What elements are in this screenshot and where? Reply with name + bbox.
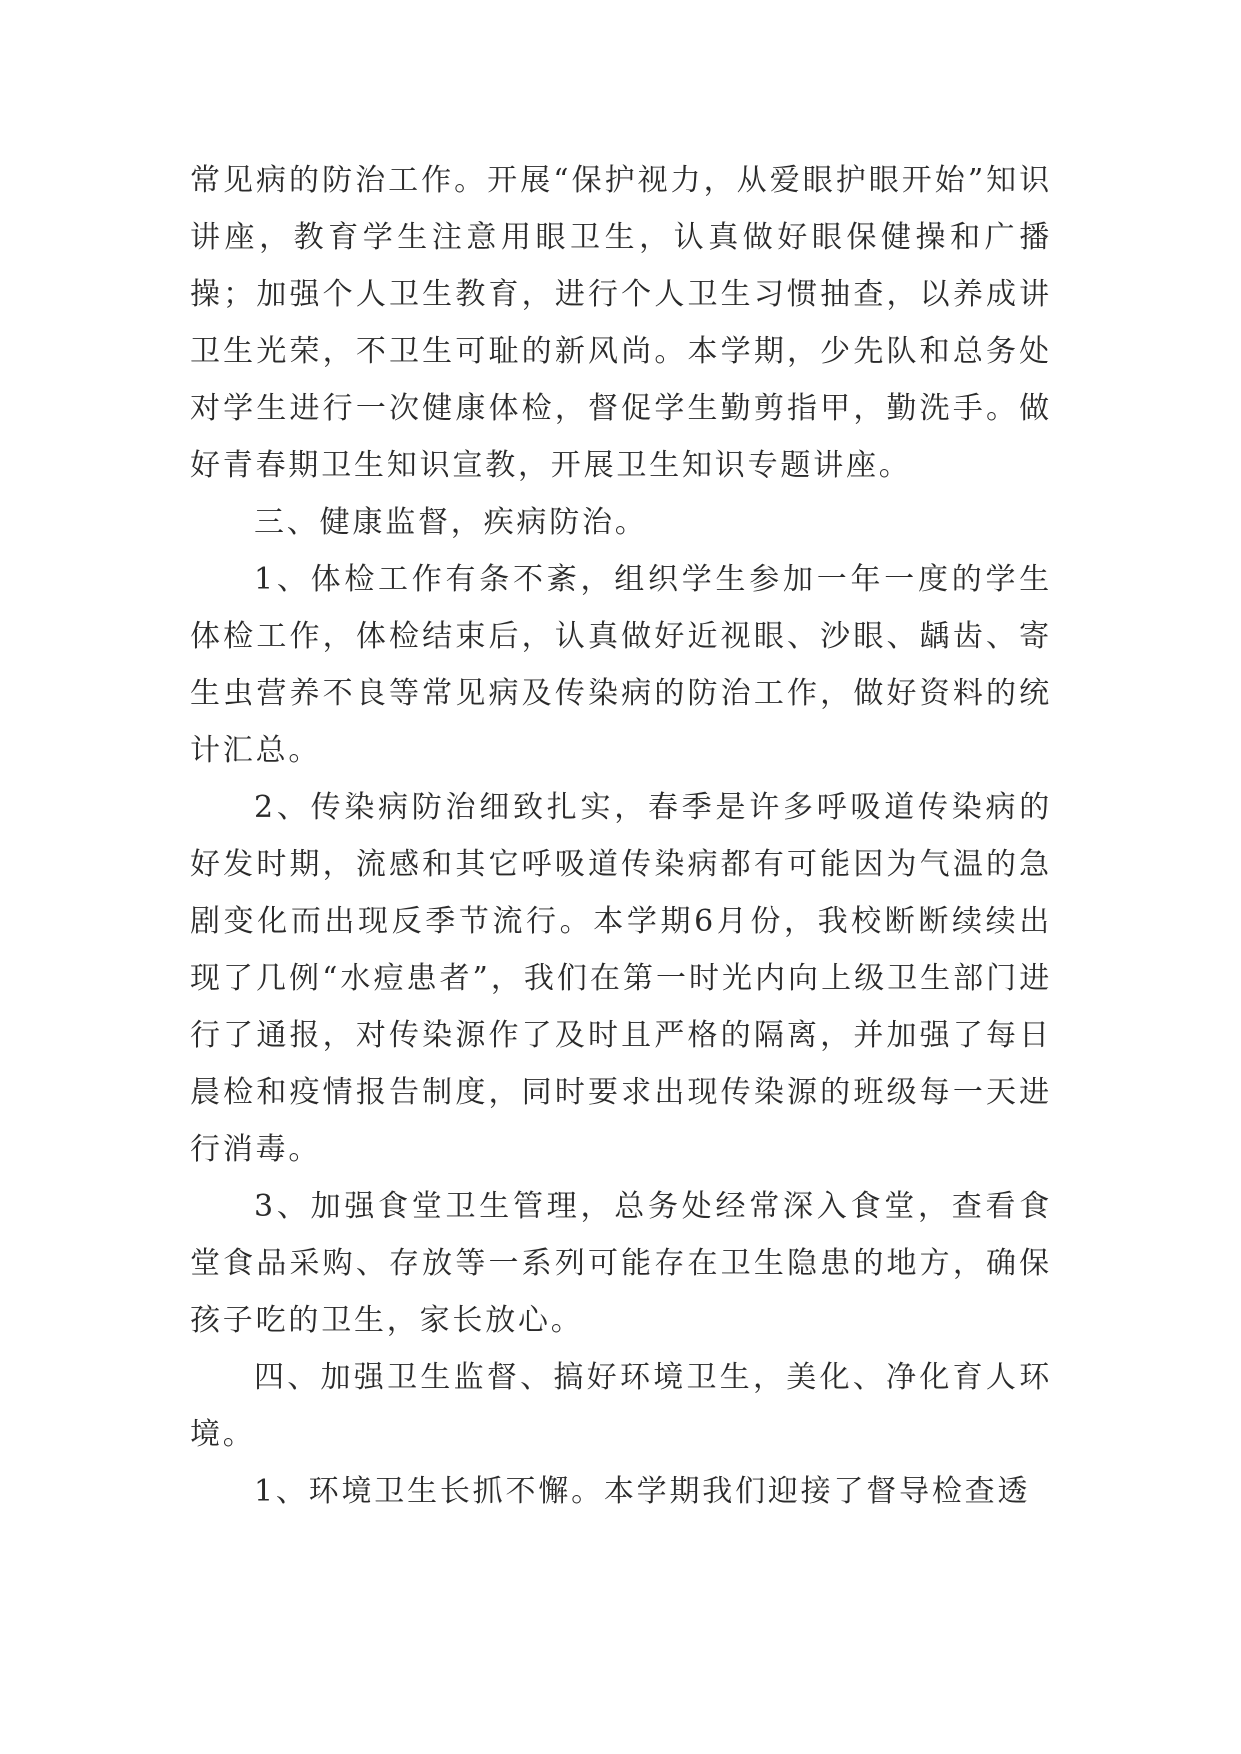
paragraph-physical-exam: 1、体检工作有条不紊，组织学生参加一年一度的学生体检工作，体检结束后，认真做好近视眼、沙眼、龋齿、寄生虫营养不良等常见病及传染病的防治工作，做好资料的统计汇总。 <box>190 562 1052 768</box>
paragraph-continuation: 常见病的防治工作。开展“保护视力，从爱眼护眼开始”知识讲座，教育学生注意用眼卫生，认真做好眼保健操和广播操；加强个人卫生教育，进行个人卫生习惯抽查，以养成讲卫生光荣，不卫生可耻的新风尚。本学期，少先队和总务处对学生进行一次健康体检，督促学生勤剪指甲，勤洗手。做好青春期卫生知识宣教，开展卫生知识专题讲座。 <box>190 163 1052 483</box>
section-heading-3: 三、健康监督，疾病防治。 <box>254 505 648 540</box>
paragraph-infectious-disease: 2、传染病防治细致扎实，春季是许多呼吸道传染病的好发时期，流感和其它呼吸道传染病都有可能因为气温的急剧变化而出现反季节流行。本学期6月份，我校断断续续出现了几例“水痘患者”，我们在第一时光内向上级卫生部门进行了通报，对传染源作了及时且严格的隔离，并加强了每日晨检和疫情报告制度，同时要求出现传染源的班级每一天进行消毒。 <box>190 790 1052 1167</box>
paragraph-environment-hygiene: 1、环境卫生长抓不懈。本学期我们迎接了督导检查透 <box>254 1474 1031 1509</box>
section-heading-4: 四、加强卫生监督、搞好环境卫生，美化、净化育人环境。 <box>190 1360 1052 1452</box>
paragraph-canteen-hygiene: 3、加强食堂卫生管理，总务处经常深入食堂，查看食堂食品采购、存放等一系列可能存在卫生隐患的地方，确保孩子吃的卫生，家长放心。 <box>190 1189 1052 1338</box>
document-body <box>190 152 1052 1520</box>
